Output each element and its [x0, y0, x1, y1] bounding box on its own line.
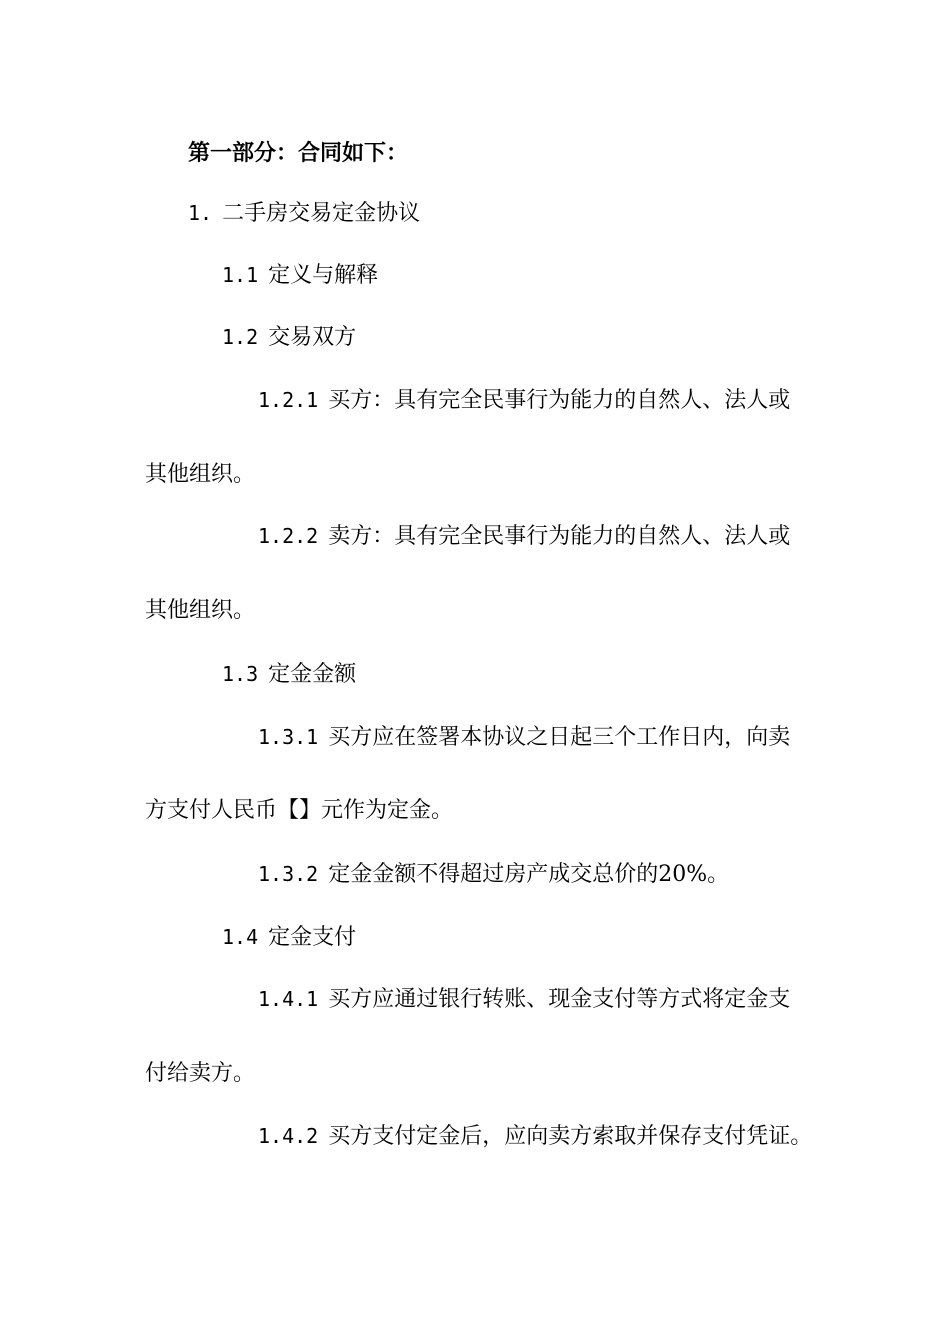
section-number: 1.: [188, 201, 213, 225]
clause-number: 1.2.1: [258, 388, 319, 412]
section-number: 1.2: [222, 325, 259, 349]
clause-1-3-1-line2: 方支付人民币【】元作为定金。: [145, 798, 454, 823]
section-number: 1.3: [222, 662, 259, 686]
clause-text: 买方应通过银行转账、现金支付等方式将定金支: [328, 987, 791, 1012]
section-number: 1.4: [222, 925, 259, 949]
section-1-2-heading: [222, 327, 356, 349]
clause-number: 1.4.1: [258, 987, 319, 1011]
section-title: 定金支付: [268, 925, 357, 950]
part-title: 第一部分：合同如下：: [188, 140, 409, 166]
section-1-1-heading: [222, 265, 378, 287]
clause-text: 卖方：具有完全民事行为能力的自然人、法人或: [328, 524, 791, 549]
clause-text: 定金金额不得超过房产成交总价的20%。: [328, 862, 730, 887]
section-1-4-heading: [222, 927, 356, 949]
clause-1-2-2-line1: [258, 526, 790, 548]
clause-1-2-2-line2: 其他组织。: [145, 598, 256, 623]
clause-1-4-1-line1: [258, 989, 790, 1011]
section-number: 1.1: [222, 263, 259, 287]
clause-number: 1.3.1: [258, 725, 319, 749]
section-1-heading: [188, 203, 420, 225]
section-title: 二手房交易定金协议: [222, 201, 421, 226]
clause-1-3-2: [258, 864, 729, 886]
clause-text: 买方支付定金后，应向卖方索取并保存支付凭证。: [328, 1124, 813, 1149]
clause-number: 1.2.2: [258, 524, 319, 548]
clause-1-2-1-line2: 其他组织。: [145, 462, 256, 487]
section-title: 交易双方: [268, 325, 357, 350]
section-title: 定义与解释: [268, 263, 379, 288]
clause-1-4-2: [258, 1126, 812, 1148]
clause-1-4-1-line2: 付给卖方。: [145, 1061, 256, 1086]
clause-text: 买方应在签署本协议之日起三个工作日内，向卖: [328, 725, 791, 750]
section-1-3-heading: [222, 664, 356, 686]
clause-1-2-1-line1: [258, 390, 790, 412]
section-title: 定金金额: [268, 662, 357, 687]
clause-text: 买方：具有完全民事行为能力的自然人、法人或: [328, 388, 791, 413]
clause-1-3-1-line1: [258, 727, 790, 749]
clause-number: 1.3.2: [258, 862, 319, 886]
clause-number: 1.4.2: [258, 1124, 319, 1148]
